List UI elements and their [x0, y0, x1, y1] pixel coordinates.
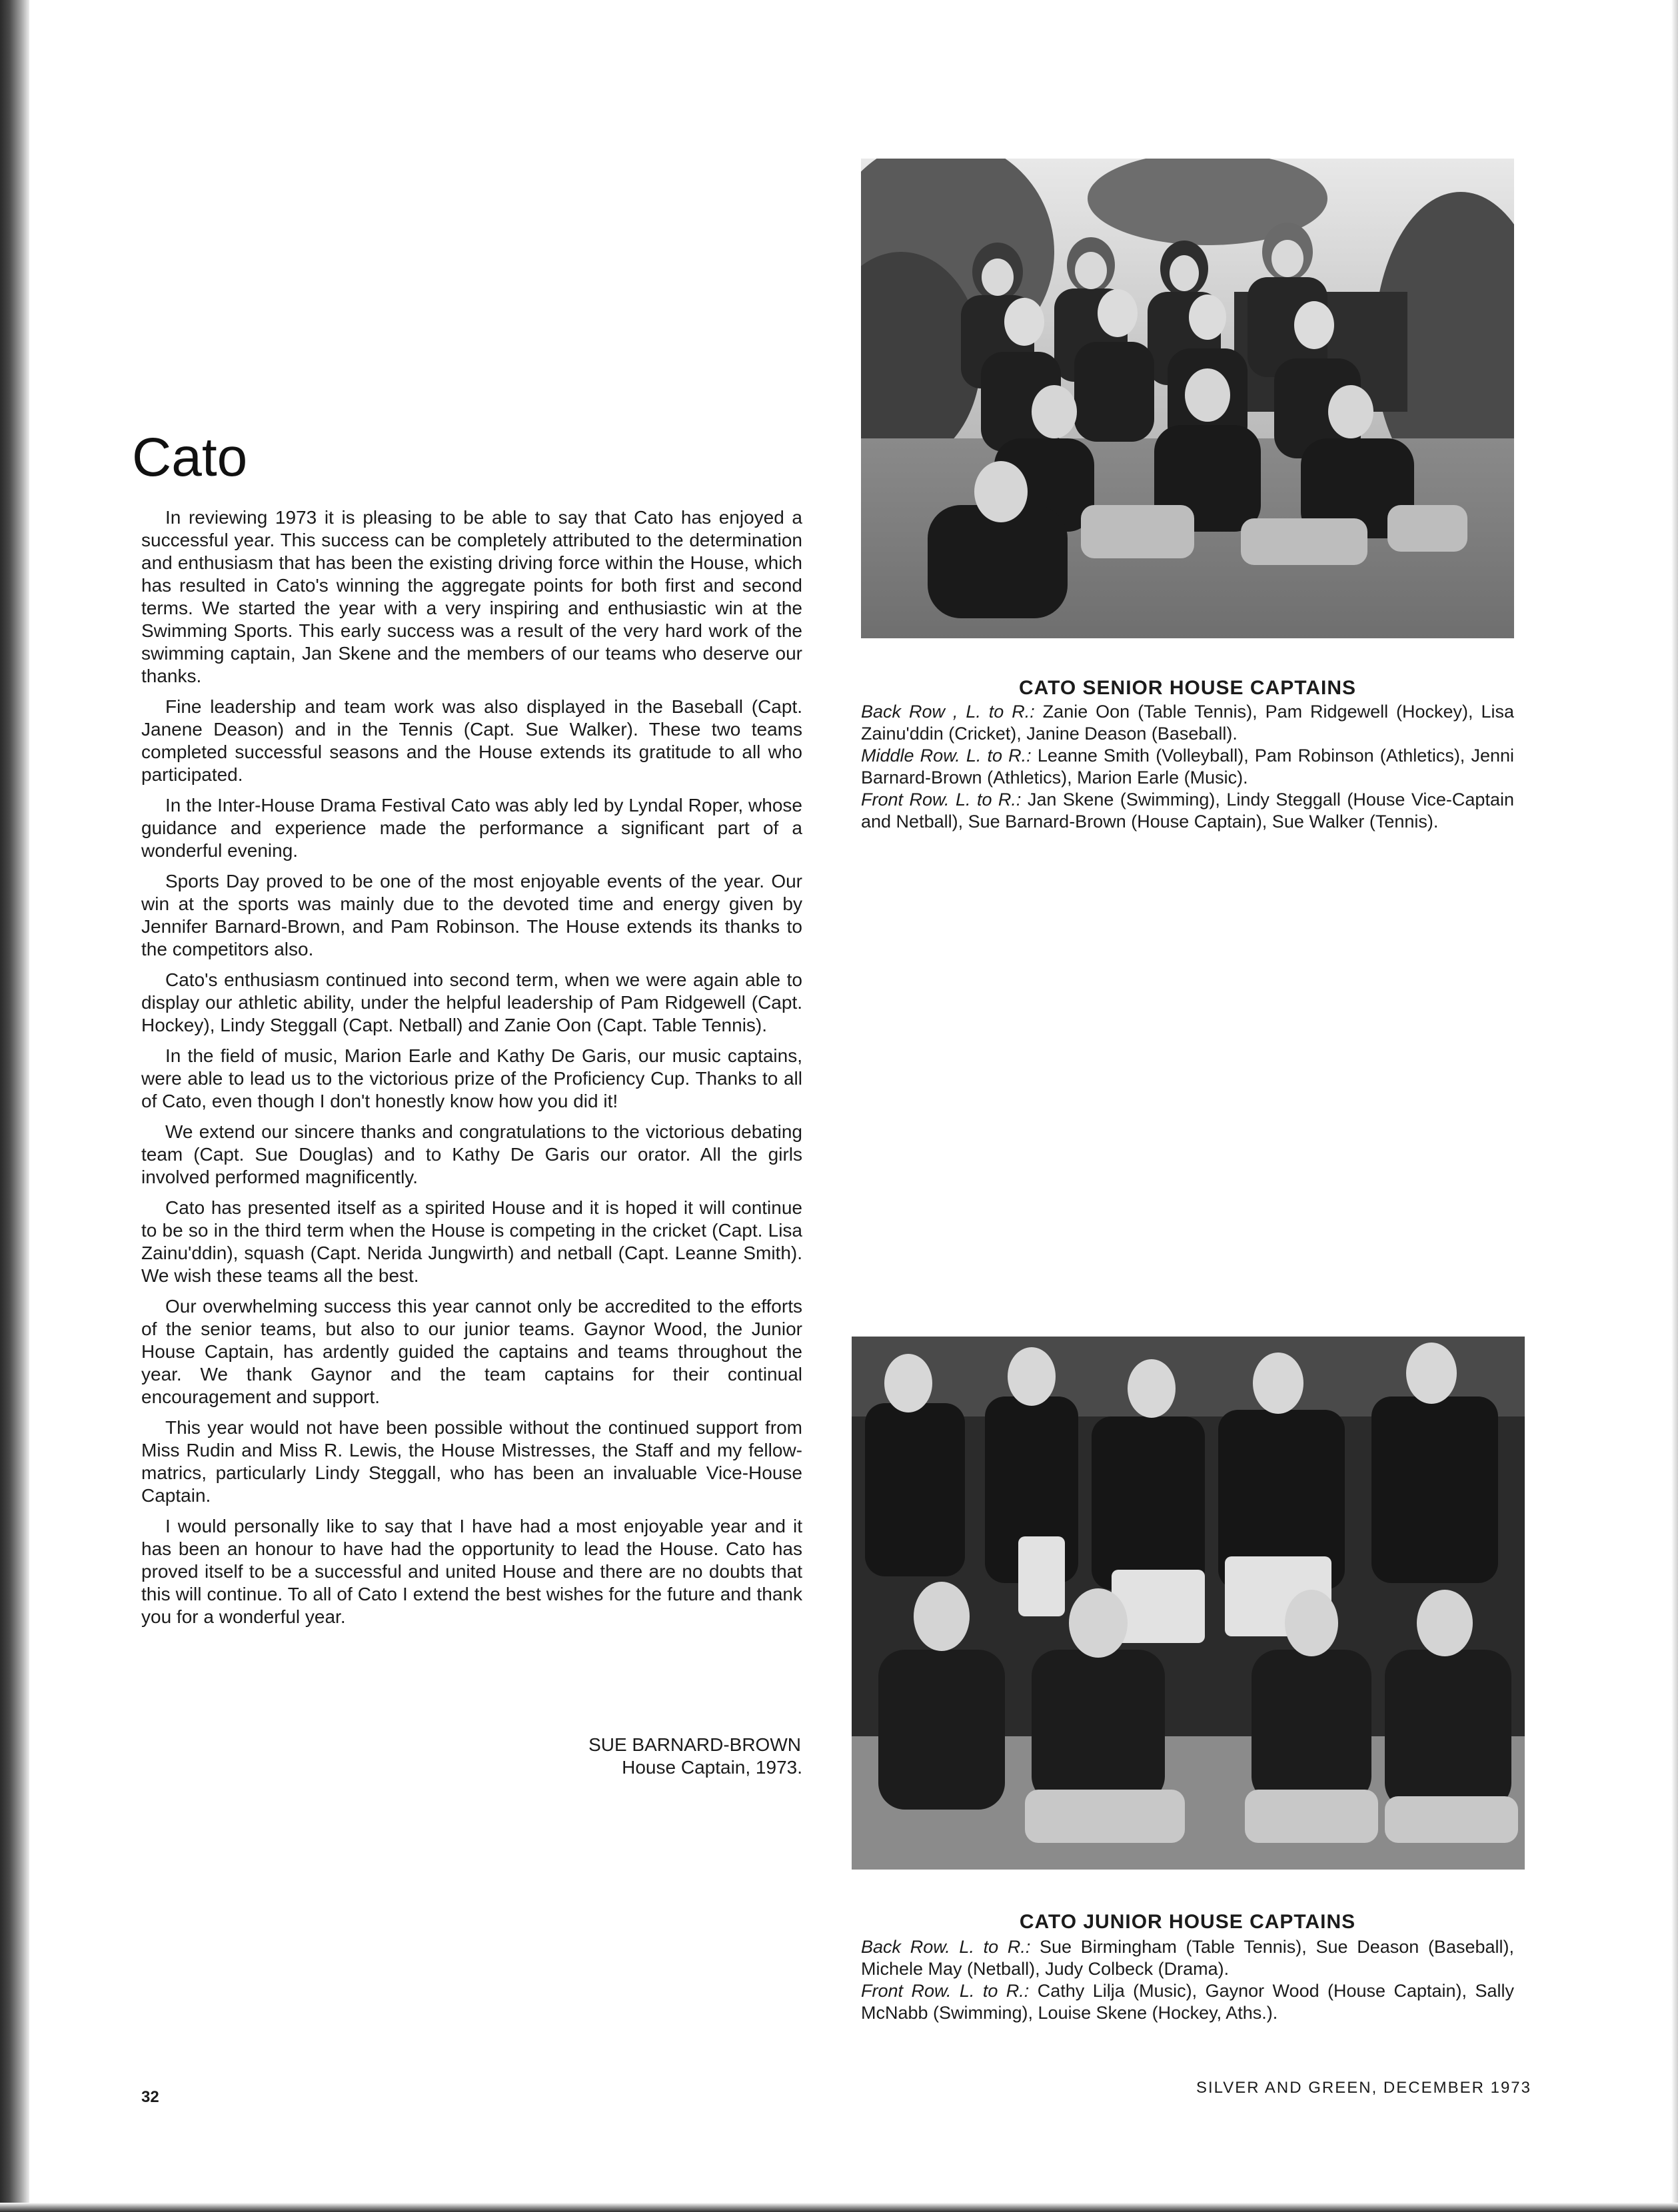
junior-front-row-lead: Front Row. L. to R.:	[861, 1981, 1030, 2001]
signature-name: SUE BARNARD-BROWN	[588, 1734, 801, 1755]
junior-captains-photo	[852, 1337, 1525, 1870]
senior-caption	[861, 701, 1514, 833]
senior-middle-row-lead: Middle Row. L. to R.:	[861, 746, 1032, 766]
page-bottom-edge	[0, 2203, 1678, 2212]
page-edge	[1671, 0, 1678, 2212]
junior-photo-illustration	[852, 1337, 1525, 1870]
senior-back-row-names: Zanie Oon (Table Tennis), Pam Ridgewell (Hockey), Lisa Zainu'ddin (Cricket), Janine Deason (Baseball).	[861, 702, 1514, 744]
senior-caption-title: CATO SENIOR HOUSE CAPTAINS	[1018, 677, 1357, 699]
article-paragraph: In the field of music, Marion Earle and Kathy De Garis, our music captains, were able to lead us to the victorious prize of the Proficiency Cup. Thanks to all of Cato, even though I don't honestly know how you did it!	[141, 1045, 802, 1111]
article-paragraph: Cato's enthusiasm continued into second term, when we were again able to display our athletic ability, under the helpful leadership of Pam Ridgewell (Capt. Hockey), Lindy Steggall (Capt. Netball) and Zanie Oon (Capt. Table Tennis).	[141, 969, 802, 1035]
senior-middle-row-names: Leanne Smith (Volleyball), Pam Robinson (Athletics), Jenni Barnard-Brown (Athletics), Marion Earle (Music).	[861, 746, 1514, 788]
article-paragraph: Fine leadership and team work was also displayed in the Baseball (Capt. Janene Deason) and in the Tennis (Capt. Sue Walker). These two teams completed successful seasons and the House extends its gratitude to all who participated.	[141, 696, 802, 785]
senior-photo-illustration	[861, 159, 1514, 638]
article-paragraph: We extend our sincere thanks and congratulations to the victorious debating team (Capt. Sue Douglas) and to Kathy De Garis our orator. All the girls involved performed magnificently.	[141, 1121, 802, 1187]
junior-front-row-names: Cathy Lilja (Music), Gaynor Wood (House Captain), Sally McNabb (Swimming), Louise Skene (Hockey, Aths.).	[861, 1981, 1515, 2023]
article-paragraph: Cato has presented itself as a spirited House and it is hoped it will continue to be so in the third term when the House is competing in the cricket (Capt. Lisa Zainu'ddin), squash (Capt. Nerida Jungwirth) and netball (Capt. Leanne Smith). We wish these teams all the best.	[141, 1197, 802, 1286]
article-paragraph: This year would not have been possible without the continued support from Miss Rudin and Miss R. Lewis, the House Mistresses, the Staff and my fellow-matrics, particularly Lindy Steggall, who has been an invaluable Vice-House Captain.	[141, 1417, 802, 1506]
article-paragraph: In reviewing 1973 it is pleasing to be able to say that Cato has enjoyed a successful year. This success can be completely attributed to the determination and enthusiasm that has been the existing driving force within the House, which has resulted in Cato's winning the aggregate points for both first and second terms. We started the year with a very inspiring and enthusiastic win at the Swimming Sports. This early success was a result of the very hard work of the swimming captain, Jan Skene and the members of our teams who deserve our thanks.	[141, 507, 802, 686]
senior-captains-photo	[861, 159, 1514, 638]
senior-back-row-lead: Back Row , L. to R.:	[861, 702, 1035, 722]
junior-back-row-lead: Back Row. L. to R.:	[861, 1937, 1031, 1957]
junior-caption	[861, 1936, 1514, 2024]
junior-back-row-names: Sue Birmingham (Table Tennis), Sue Deason (Baseball), Michele May (Netball), Judy Colbeck (Drama).	[861, 1937, 1514, 1979]
article-paragraph: Our overwhelming success this year cannot only be accredited to the efforts of the senior teams, but also to our junior teams. Gaynor Wood, the Junior House Captain, has ardently guided the captains and teams throughout the year. We thank Gaynor and the team captains for their continual encouragement and support.	[141, 1296, 802, 1407]
signature-block	[466, 1734, 802, 1779]
article-paragraph: Sports Day proved to be one of the most enjoyable events of the year. Our win at the sports was mainly due to the devoted time and energy given by Jennifer Barnard-Brown, and Pam Robinson. The House extends its thanks to the competitors also.	[141, 871, 802, 959]
senior-front-row-names: Jan Skene (Swimming), Lindy Steggall (House Vice-Captain and Netball), Sue Barnard-Brown (House Captain), Sue Walker (Tennis).	[861, 790, 1514, 831]
senior-front-row-lead: Front Row. L. to R.:	[861, 790, 1022, 810]
page-number: 32	[141, 2088, 159, 2106]
article-paragraph: I would personally like to say that I have had a most enjoyable year and it has been an honour to have had the opportunity to lead the House. Cato has proved itself to be a successful and united House and there are no doubts that this will continue. To all of Cato I extend the best wishes for the future and thank you for a wonderful year.	[141, 1516, 802, 1627]
junior-caption-title: CATO JUNIOR HOUSE CAPTAINS	[1019, 1911, 1356, 1933]
article-title: Cato	[132, 427, 248, 488]
article-body	[141, 506, 802, 1636]
binding-shadow	[0, 0, 29, 2212]
article-paragraph: In the Inter-House Drama Festival Cato was ably led by Lyndal Roper, whose guidance and experience made the performance a significant part of a wonderful evening.	[141, 795, 802, 861]
signature-role: House Captain, 1973.	[622, 1757, 802, 1778]
publication-footer: SILVER AND GREEN, DECEMBER 1973	[1196, 2079, 1531, 2097]
